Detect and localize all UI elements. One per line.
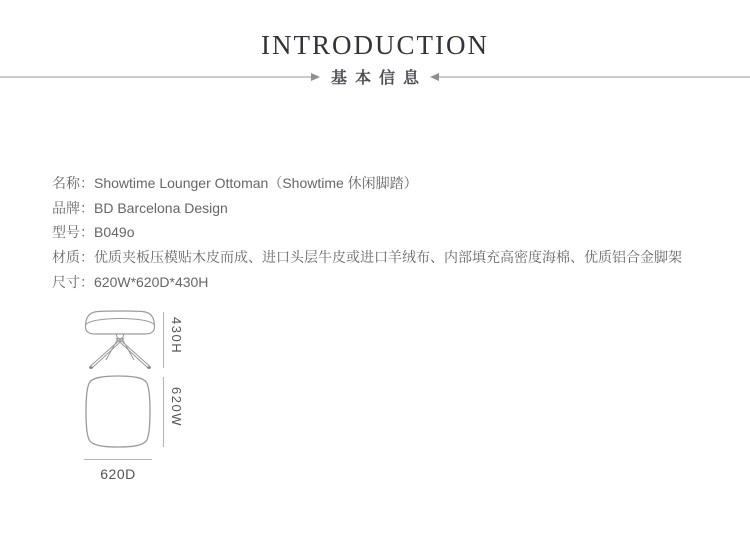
spec-value: BD Barcelona Design — [94, 199, 228, 216]
spec-row-brand — [52, 196, 712, 221]
depth-dimension-line — [84, 459, 152, 460]
depth-dimension-label: 620D — [100, 466, 136, 482]
width-dimension-line — [163, 377, 164, 447]
width-dimension-label: 620W — [169, 387, 184, 427]
spec-value: 620W*620D*430H — [94, 273, 209, 290]
spec-label: 名称： — [52, 175, 94, 191]
arrow-right-icon — [311, 73, 320, 81]
spec-row-size — [52, 270, 712, 295]
spec-label: 尺寸： — [52, 273, 94, 290]
spec-label: 材质： — [52, 249, 94, 266]
height-dimension-line — [163, 312, 164, 368]
spec-row-name — [52, 171, 712, 196]
ottoman-top-view-drawing — [84, 374, 152, 449]
divider-rule-right — [439, 76, 750, 78]
section-divider — [0, 68, 750, 85]
spec-row-material — [52, 245, 712, 270]
arrow-left-icon — [430, 73, 439, 81]
divider-rule-left — [0, 76, 311, 78]
spec-value: Showtime Lounger Ottoman（Showtime 休闲脚踏） — [94, 175, 418, 191]
ottoman-side-view-drawing — [84, 308, 156, 372]
spec-row-model — [52, 220, 712, 245]
product-specs — [52, 171, 712, 295]
spec-value: B049o — [94, 224, 135, 241]
spec-label: 型号： — [52, 224, 94, 241]
height-dimension-label: 430H — [169, 317, 184, 355]
spec-value: 优质夹板压模贴木皮而成、进口头层牛皮或进口羊绒布、内部填充高密度海棉、优质铝合金脚架 — [94, 249, 682, 266]
page-title: INTRODUCTION — [261, 30, 489, 60]
section-subtitle: 基本信息 — [331, 70, 428, 87]
spec-label: 品牌： — [52, 199, 94, 216]
